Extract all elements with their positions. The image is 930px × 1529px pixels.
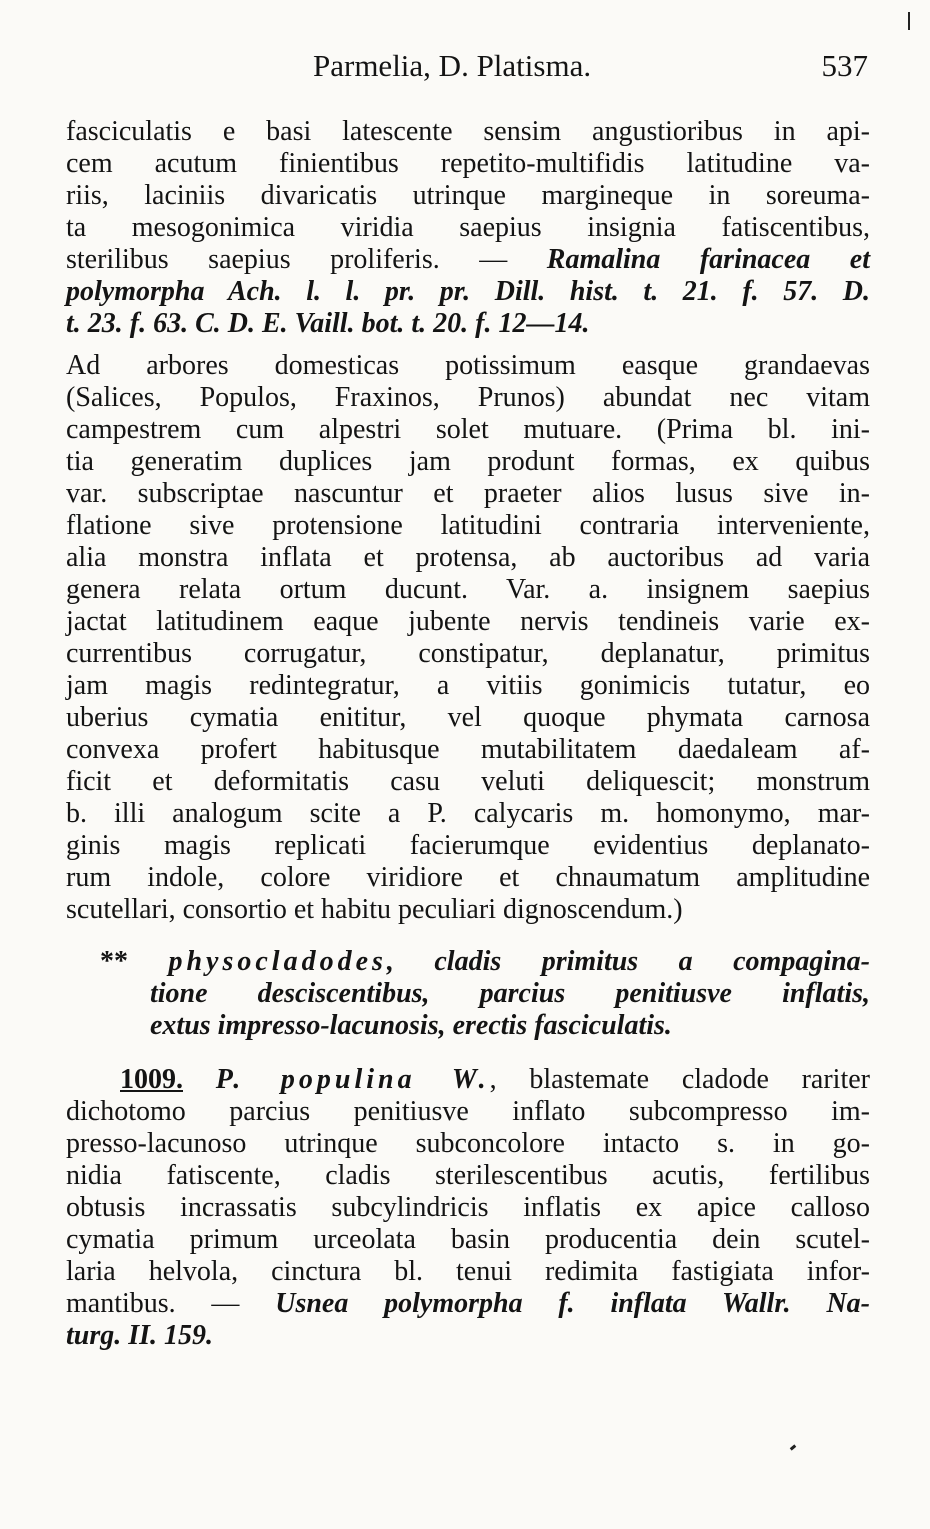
text-line xyxy=(66,244,870,276)
text-line: tia generatim duplices jam produnt formas, ex quibus xyxy=(66,446,870,477)
text-line: cymatia primum urceolata basin producentia dein scutel- xyxy=(66,1224,870,1255)
text-line: alia monstra inflata et protensa, ab auctoribus ad varia xyxy=(66,542,870,573)
running-title: Parmelia, D. Platisma. xyxy=(313,48,592,83)
text-line: campestrem cum alpestri solet mutuare. (Prima bl. ini- xyxy=(66,414,870,445)
variety-description: , cladis primitus a compagina- xyxy=(386,946,871,977)
variety-marker: ** xyxy=(100,946,128,977)
text-line: dichotomo parcius penitiusve inflato subcompresso im- xyxy=(66,1096,870,1127)
text-line: jam magis redintegratur, a vitiis gonimicis tutatur, eo xyxy=(66,670,870,701)
entry-description: , blastemate cladode rariter xyxy=(489,1064,870,1095)
synonym-citation: Usnea polymorpha f. inflata Wallr. Na- xyxy=(275,1288,870,1319)
text-line: scutellari, consortio et habitu peculiari dignoscendum.) xyxy=(66,894,683,925)
text-line: (Salices, Populos, Fraxinos, Prunos) abundat nec vitam xyxy=(66,382,870,413)
text-line: currentibus corrugatur, constipatur, deplanatur, primitus xyxy=(66,638,870,669)
variety-name: physocladodes xyxy=(168,946,387,977)
variety-line xyxy=(100,946,870,978)
entry-heading-line xyxy=(120,1064,870,1096)
text-line: var. subscriptae nascuntur et praeter alios lusus sive in- xyxy=(66,478,870,509)
text-line: convexa profert habitusque mutabilitatem daedaleam af- xyxy=(66,734,870,765)
text-line: b. illi analogum scite a P. calycaris m. homonymo, mar- xyxy=(66,798,870,829)
variety-line: extus impresso-lacunosis, erectis fasciculatis. xyxy=(150,1010,672,1041)
text-line: nidia fatiscente, cladis sterilescentibus acutis, fertilibus xyxy=(66,1160,870,1191)
running-header xyxy=(0,48,930,88)
variety-line: tione desciscentibus, parcius penitiusve inflatis, xyxy=(150,978,870,1009)
text-line: uberius cymatia enititur, vel quoque phymata carnosa xyxy=(66,702,870,733)
page-number: 537 xyxy=(821,48,868,83)
scan-speck xyxy=(908,12,910,30)
text-line: obtusis incrassatis subcylindricis inflatis ex apice calloso xyxy=(66,1192,870,1223)
citation-line: turg. II. 159. xyxy=(66,1320,214,1351)
text-line: ginis magis replicati facierumque evidentius deplanato- xyxy=(66,830,870,861)
text-line: cem acutum finientibus repetito-multifidis latitudine va- xyxy=(66,148,870,179)
scan-speck xyxy=(790,1444,797,1450)
text-line: ficit et deformitatis casu veluti deliquescit; monstrum xyxy=(66,766,870,797)
text-line: laria helvola, cinctura bl. tenui redimita fastigiata infor- xyxy=(66,1256,870,1287)
text-line: jactat latitudinem eaque jubente nervis tendineis varie ex- xyxy=(66,606,870,637)
text-line: presso-lacunoso utrinque subconcolore intacto s. in go- xyxy=(66,1128,870,1159)
text-line: ta mesogonimica viridia saepius insignia fatiscentibus, xyxy=(66,212,870,243)
species-name: P. populina W. xyxy=(215,1064,490,1095)
text-line: Ad arbores domesticas potissimum easque grandaevas xyxy=(66,350,870,381)
text-segment: mantibus. — xyxy=(66,1288,240,1319)
text-line xyxy=(66,1288,870,1320)
citation-line: t. 23. f. 63. C. D. E. Vaill. bot. t. 20. f. 12—14. xyxy=(66,308,590,339)
text-line: genera relata ortum ducunt. Var. a. insignem saepius xyxy=(66,574,870,605)
entry-number: 1009. xyxy=(120,1064,183,1095)
text-segment: sterilibus saepius proliferis. — xyxy=(66,244,508,275)
text-line: flatione sive protensione latitudini contraria interveniente, xyxy=(66,510,870,541)
text-line: riis, laciniis divaricatis utrinque margineque in soreuma- xyxy=(66,180,870,211)
synonym-citation: Ramalina farinacea et xyxy=(546,244,870,275)
citation-line: polymorpha Ach. l. l. pr. pr. Dill. hist. t. 21. f. 57. D. xyxy=(66,276,870,307)
text-line: fasciculatis e basi latescente sensim angustioribus in api- xyxy=(66,116,870,147)
text-line: rum indole, colore viridiore et chnaumatum amplitudine xyxy=(66,862,870,893)
